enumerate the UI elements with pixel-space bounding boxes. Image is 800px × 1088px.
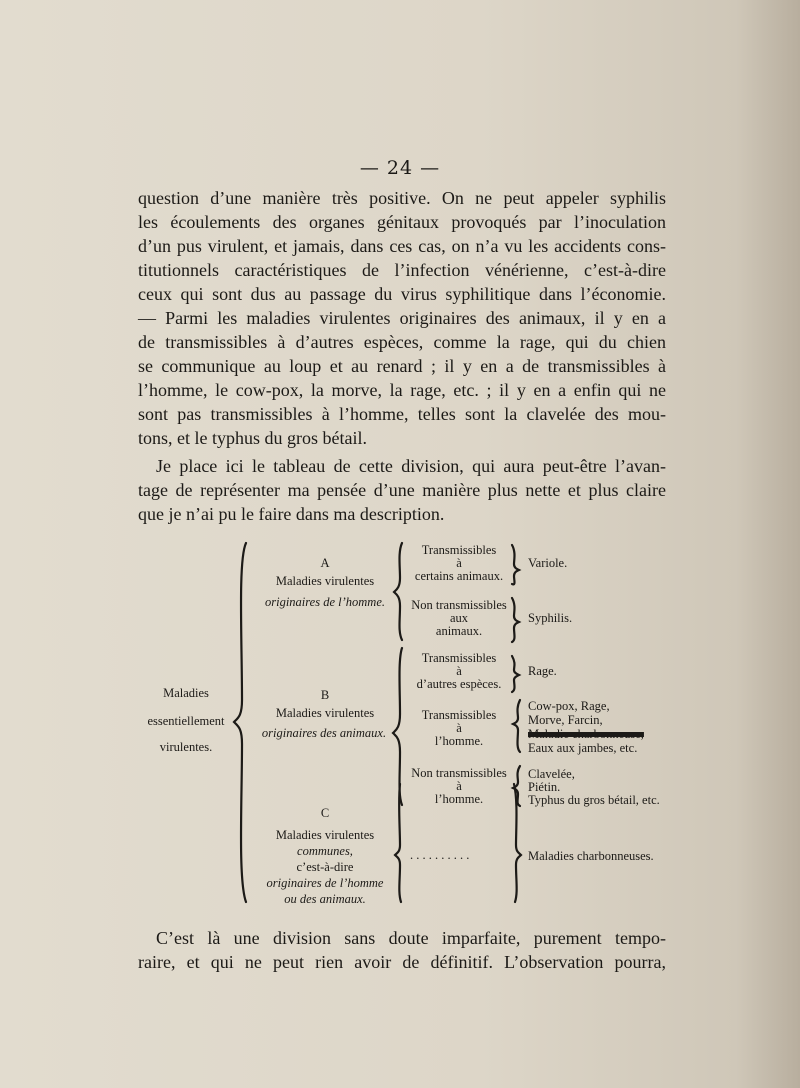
a1-result: Variole. [528, 556, 568, 570]
root-line: virulentes. [159, 740, 213, 754]
group-c-line5: ou des animaux. [284, 892, 366, 906]
a2-line: Non transmissibles [411, 598, 507, 612]
group-c-line4: originaires de l’homme [266, 876, 384, 890]
b1-line: Transmissibles [421, 651, 497, 665]
a2-line: aux [449, 611, 469, 625]
text-line: ceux qui sont dus au passage du virus syphilitique dans l’économie. [138, 284, 666, 304]
b2-result: Eaux aux jambes, etc. [528, 741, 638, 755]
group-c-title: Maladies virulentes [275, 828, 375, 842]
a1-line: Transmissibles [421, 543, 497, 557]
b1-line: à [456, 664, 462, 678]
text-line: titutionnels caractéristiques de l’infection vénérienne, c’est-à-dire [138, 260, 666, 280]
root-line: essentiellement [147, 714, 225, 728]
group-a-letter: A [320, 556, 330, 570]
b2-result: Cow-pox, Rage, [528, 699, 610, 713]
b2-result: Morve, Farcin, [528, 713, 603, 727]
b3-line: Non transmissibles [411, 766, 507, 780]
text-line: question d’une manière très positive. On ne peut appeler syphilis [138, 188, 666, 208]
text-line: l’homme, le cow-pox, la morve, la rage, etc. ; il y en a enfin qui ne [138, 380, 666, 400]
group-a-title: Maladies virulentes [275, 574, 375, 588]
b3-result: Typhus du gros bétail, etc. [528, 793, 660, 807]
page-number: — 24 — [359, 157, 441, 179]
group-c-line2: communes, [297, 844, 353, 858]
text-line: C’est là une division sans doute imparfaite, purement tempo- [156, 928, 666, 948]
b3-result: Piétin. [528, 780, 561, 794]
a2-line: animaux. [435, 624, 483, 638]
text-line: sont pas transmissibles à l’homme, telles sont la clavelée des mou- [138, 404, 666, 424]
b2-result-struck: Maladie charbonneuse, [528, 727, 644, 741]
group-c-line3: c’est-à-dire [296, 860, 354, 874]
c1-dots: . . . . . . . . . . [410, 848, 470, 862]
text-line: — Parmi les maladies virulentes originaires des animaux, il y en a [138, 308, 666, 328]
b2-line: l’homme. [434, 734, 484, 748]
text-line: tage de représenter ma pensée d’une manière plus nette et plus claire [138, 480, 666, 500]
paragraph-3 [138, 926, 666, 974]
b3-result: Clavelée, [528, 767, 575, 781]
b3-line: à [456, 779, 462, 793]
text-line: raire, et qui ne peut rien avoir de définitif. L’observation pourra, [138, 952, 666, 972]
a2-result: Syphilis. [528, 611, 573, 625]
root-line: Maladies [163, 686, 209, 700]
group-b-subtitle: originaires des animaux. [261, 726, 387, 740]
text-line: d’un pus virulent, et jamais, dans ces cas, on n’a vu les accidents cons- [138, 236, 666, 256]
a1-line: à [456, 556, 462, 570]
b2-line: Transmissibles [421, 708, 497, 722]
text-line: que je n’ai pu le faire dans ma description. [138, 504, 445, 524]
b1-line: d’autres espèces. [416, 677, 502, 691]
b2-line: à [456, 721, 462, 735]
b3-line: l’homme. [434, 792, 484, 806]
text-line: tons, et le typhus du gros bétail. [138, 428, 367, 448]
group-b-title: Maladies virulentes [275, 706, 375, 720]
c1-result: Maladies charbonneuses. [528, 849, 654, 863]
a1-line: certains animaux. [414, 569, 504, 583]
text-line: les écoulements des organes génitaux provoqués par l’inoculation [138, 212, 666, 232]
text-line: Je place ici le tableau de cette division, qui aura peut-être l’avan- [156, 456, 666, 476]
text-line: se communique au loup et au renard ; il y en a de transmissibles à [138, 356, 666, 376]
group-b-letter: B [320, 688, 330, 702]
group-c-letter: C [320, 806, 330, 820]
text-line: de transmissibles à d’autres espèces, comme la rage, qui du chien [138, 332, 666, 352]
b1-result: Rage. [528, 664, 557, 678]
group-a-subtitle: originaires de l’homme. [264, 595, 385, 609]
